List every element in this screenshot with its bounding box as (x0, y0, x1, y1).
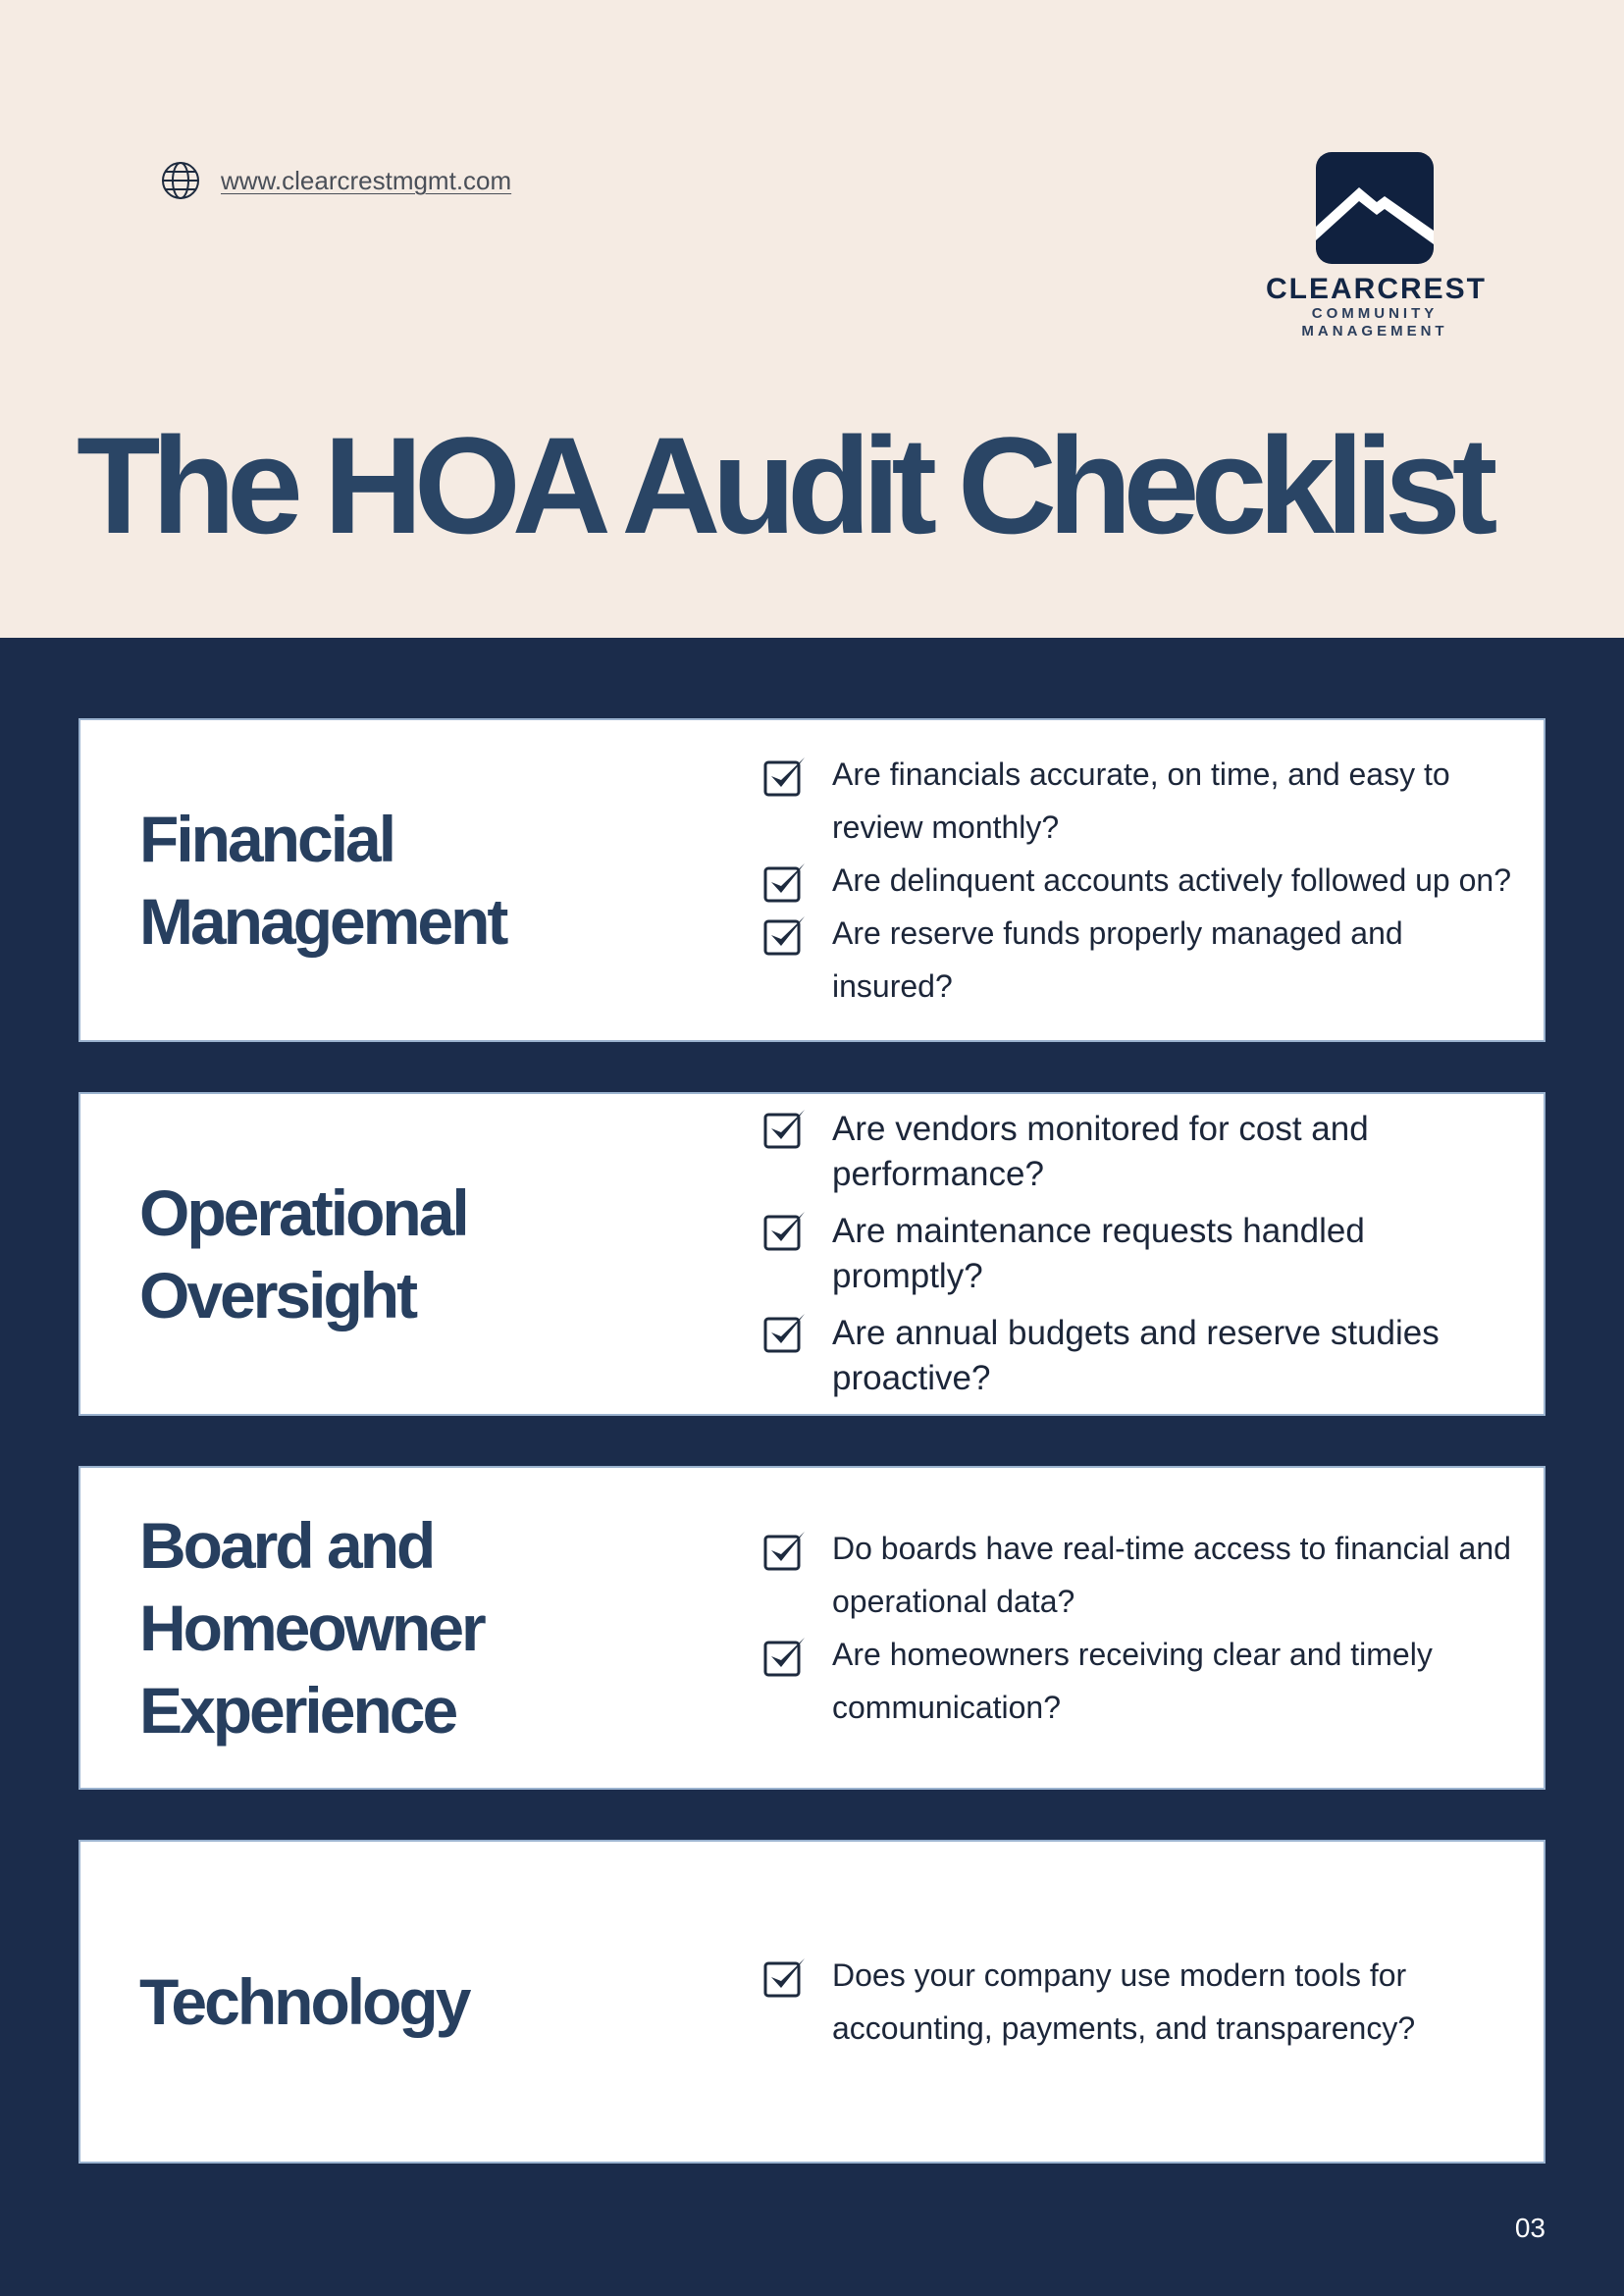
checklist-item-text: Do boards have real-time access to financial and operational data? (832, 1531, 1511, 1619)
checklist-item-text: Are annual budgets and reserve studies proactive? (832, 1314, 1440, 1397)
company-logo (1266, 152, 1488, 340)
globe-icon (160, 160, 201, 201)
section-items (762, 1842, 1514, 2162)
checklist-item-text: Are homeowners receiving clear and timely communication? (832, 1637, 1433, 1725)
section-operational-oversight (79, 1092, 1545, 1416)
checklist-item (762, 1209, 1514, 1299)
section-title: Technology (139, 1965, 469, 2038)
section-items (762, 1094, 1514, 1414)
checkbox-checked-icon (762, 1311, 808, 1354)
checklist-item (762, 748, 1514, 854)
checklist-item-text: Does your company use modern tools for accounting, payments, and transparency? (832, 1957, 1416, 2046)
checklist-item (762, 1107, 1514, 1197)
checklist-item (762, 907, 1514, 1013)
section-board-homeowner-experience (79, 1466, 1545, 1790)
checklist-item (762, 1311, 1514, 1401)
checklist-item-text: Are vendors monitored for cost and performance? (832, 1110, 1369, 1193)
checklist-item-text: Are reserve funds properly managed and insured? (832, 915, 1403, 1004)
section-items (762, 1468, 1514, 1788)
checklist-item-text: Are financials accurate, on time, and easy to review monthly? (832, 757, 1450, 845)
checkbox-checked-icon (762, 1956, 808, 1999)
page-title: The HOA Audit Checklist (77, 408, 1490, 562)
page-number: 03 (1514, 2213, 1545, 2243)
logo-name: CLEARCREST (1266, 273, 1488, 305)
checkbox-checked-icon (762, 1635, 808, 1678)
website-link[interactable]: www.clearcrestmgmt.com (221, 165, 512, 195)
section-title: Operational Oversight (139, 1176, 467, 1331)
checkbox-checked-icon (762, 913, 808, 957)
checklist-item (762, 1522, 1514, 1628)
logo-subtitle-line1: COMMUNITY (1311, 305, 1439, 322)
logo-subtitle-line2: MANAGEMENT (1301, 323, 1448, 339)
section-technology (79, 1840, 1545, 2164)
header-band (0, 0, 1624, 638)
section-title: Financial Management (139, 803, 506, 958)
checklist-item-text: Are maintenance requests handled promptly? (832, 1212, 1365, 1295)
checklist-item (762, 854, 1514, 907)
section-items (762, 720, 1514, 1040)
checklist-sections (79, 718, 1545, 2214)
checkbox-checked-icon (762, 861, 808, 904)
checklist-item (762, 1628, 1514, 1734)
checkbox-checked-icon (762, 1209, 808, 1252)
mountain-logo-icon (1316, 152, 1434, 264)
checklist-item-text: Are delinquent accounts actively followed up on? (832, 862, 1511, 898)
checkbox-checked-icon (762, 1107, 808, 1150)
website-row (160, 160, 511, 201)
section-title: Board and Homeowner Experience (139, 1509, 484, 1747)
checklist-item (762, 1949, 1514, 2055)
section-financial-management (79, 718, 1545, 1042)
checkbox-checked-icon (762, 1529, 808, 1572)
checkbox-checked-icon (762, 755, 808, 798)
